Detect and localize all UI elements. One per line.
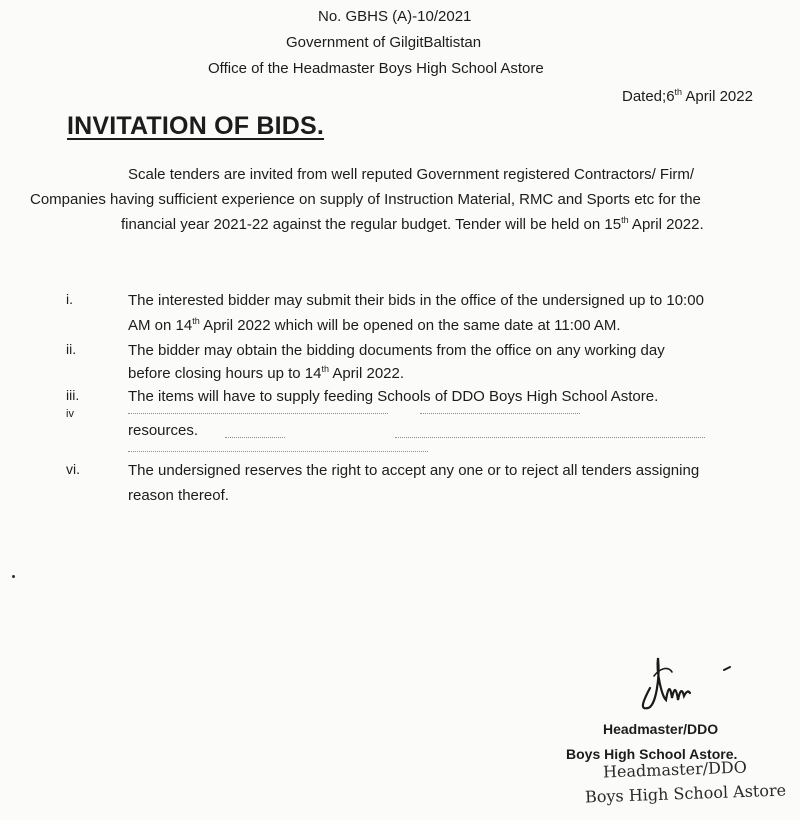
list-item (128, 340, 778, 384)
item-line: AM on 14th April 2022 which will be opened on the same date at 11:00 AM. (128, 316, 621, 334)
item-line: The items will have to supply feeding Schools of DDO Boys High School Astore. (128, 388, 659, 405)
item-number: i. (66, 291, 73, 307)
intro-line-1: Scale tenders are invited from well reputed Government registered Contractors/ Firm/ (128, 166, 695, 183)
office-name: Office of the Headmaster Boys High School Astore (208, 60, 544, 77)
item-number: ii. (66, 341, 77, 357)
government-name: Government of GilgitBaltistan (286, 34, 482, 51)
obscured-text (225, 437, 285, 441)
intro-line-3: financial year 2021-22 against the regular budget. Tender will be held on 15th April 2022. (121, 215, 704, 233)
official-stamp-line-2: Boys High School Astore (584, 780, 787, 807)
obscured-text (420, 413, 580, 417)
list-item (128, 460, 778, 506)
handwritten-signature (620, 648, 740, 718)
document-title: INVITATION OF BIDS. (67, 112, 325, 140)
official-stamp-line-1: Headmaster/DDO (602, 757, 748, 782)
item-line: reason thereof. (128, 487, 229, 504)
obscured-text (395, 437, 705, 441)
item-number: iv (66, 408, 74, 420)
issue-date: Dated;6th April 2022 (622, 87, 753, 105)
item-line: The undersigned reserves the right to accept any one or to reject all tenders assigning (128, 462, 700, 479)
obscured-text (128, 451, 428, 455)
item-line: before closing hours up to 14th April 2022. (128, 364, 405, 382)
item-number: vi. (66, 461, 80, 477)
scan-speck (12, 575, 15, 578)
signatory-school: Boys High School Astore. (566, 746, 738, 762)
intro-line-2: Companies having sufficient experience on supply of Instruction Material, RMC and Sports etc for the (30, 191, 701, 208)
signatory-title: Headmaster/DDO (603, 721, 719, 737)
item-line: The bidder may obtain the bidding documents from the office on any working day (128, 342, 665, 359)
list-item (128, 386, 778, 407)
list-item (128, 290, 778, 336)
item-line: resources. (128, 422, 199, 439)
item-line: The interested bidder may submit their bids in the office of the undersigned up to 10:00 (128, 292, 704, 309)
obscured-text (128, 413, 388, 417)
item-number: iii. (66, 387, 80, 403)
reference-number: No. GBHS (A)-10/2021 (318, 8, 472, 25)
